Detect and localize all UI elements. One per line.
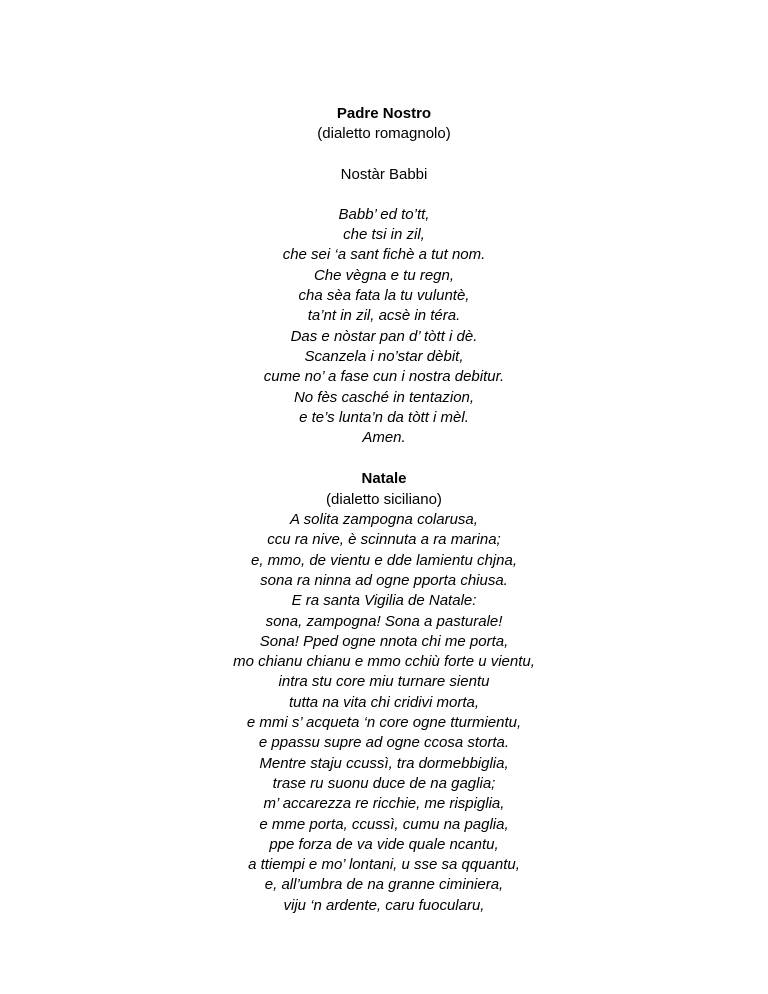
poem-line: intra stu core miu turnare sientu <box>278 673 490 691</box>
poem-stanza <box>0 205 768 449</box>
poem-line: viju ‘n ardente, caru fuocularu, <box>283 896 485 914</box>
poem-line: Mentre staju ccussì, tra dormebbiglia, <box>259 754 509 772</box>
poem-line: Das e nòstar pan d’ tòtt i dè. <box>290 327 478 345</box>
poem-padre-nostro <box>0 104 768 448</box>
poem-line: a ttiempi e mo’ lontani, u sse sa qquantu, <box>248 856 520 874</box>
poem-line: che sei ‘a sant fichè a tut nom. <box>282 246 486 264</box>
poem-heading: Nostàr Babbi <box>340 165 428 183</box>
poem-line: che tsi in zil, <box>343 226 425 244</box>
poem-line: e mme porta, ccussì, cumu na paglia, <box>259 815 509 833</box>
poem-line: A solita zampogna colarusa, <box>290 511 478 529</box>
poem-line: e te’s lunta’n da tòtt i mèl. <box>299 408 469 426</box>
poem-line: Babb’ ed to’tt, <box>338 205 430 223</box>
poem-subtitle: (dialetto romagnolo) <box>317 125 451 143</box>
poem-line: cume no’ a fase cun i nostra debitur. <box>263 368 505 386</box>
poem-line: m’ accarezza re ricchie, me rispiglia, <box>263 795 505 813</box>
poem-line: Scanzela i no’star dèbit, <box>304 347 464 365</box>
poem-line: ccu ra nive, è scinnuta a ra marina; <box>267 531 501 549</box>
poem-line: ta’nt in zil, acsè in téra. <box>307 307 461 325</box>
poem-stanza <box>0 510 768 916</box>
poem-line: e ppassu supre ad ogne ccosa storta. <box>258 734 510 752</box>
poem-title: Natale <box>361 470 407 488</box>
poem-line: Amen. <box>362 429 406 447</box>
poem-natale <box>0 469 768 916</box>
poem-subtitle: (dialetto siciliano) <box>326 490 442 508</box>
poem-line: e mmi s’ acqueta ‘n core ogne tturmientu, <box>246 714 522 732</box>
poem-title: Padre Nostro <box>336 105 432 122</box>
poem-line: e, mmo, de vientu e dde lamientu chjna, <box>251 551 517 569</box>
poem-line: Sona! Pped ogne nnota chi me porta, <box>259 632 509 650</box>
poem-line: trase ru suonu duce de na gaglia; <box>272 774 496 792</box>
poem-line: No fès casché in tentazion, <box>293 388 475 406</box>
poem-line: ppe forza de va vide quale ncantu, <box>269 835 499 853</box>
poem-line: E ra santa Vigilia de Natale: <box>291 592 477 610</box>
poem-line: sona ra ninna ad ogne pporta chiusa. <box>260 571 508 589</box>
poem-line: sona, zampogna! Sona a pasturale! <box>265 612 503 630</box>
poem-column <box>0 104 768 916</box>
poem-line: Che vègna e tu regn, <box>313 266 455 284</box>
poem-line: cha sèa fata la tu vuluntè, <box>298 287 470 305</box>
poem-line: tutta na vita chi cridivi morta, <box>288 693 480 711</box>
poem-line: e, all’umbra de na granne ciminiera, <box>264 876 504 894</box>
poem-line: mo chianu chianu e mmo cchiù forte u vientu, <box>233 653 535 671</box>
